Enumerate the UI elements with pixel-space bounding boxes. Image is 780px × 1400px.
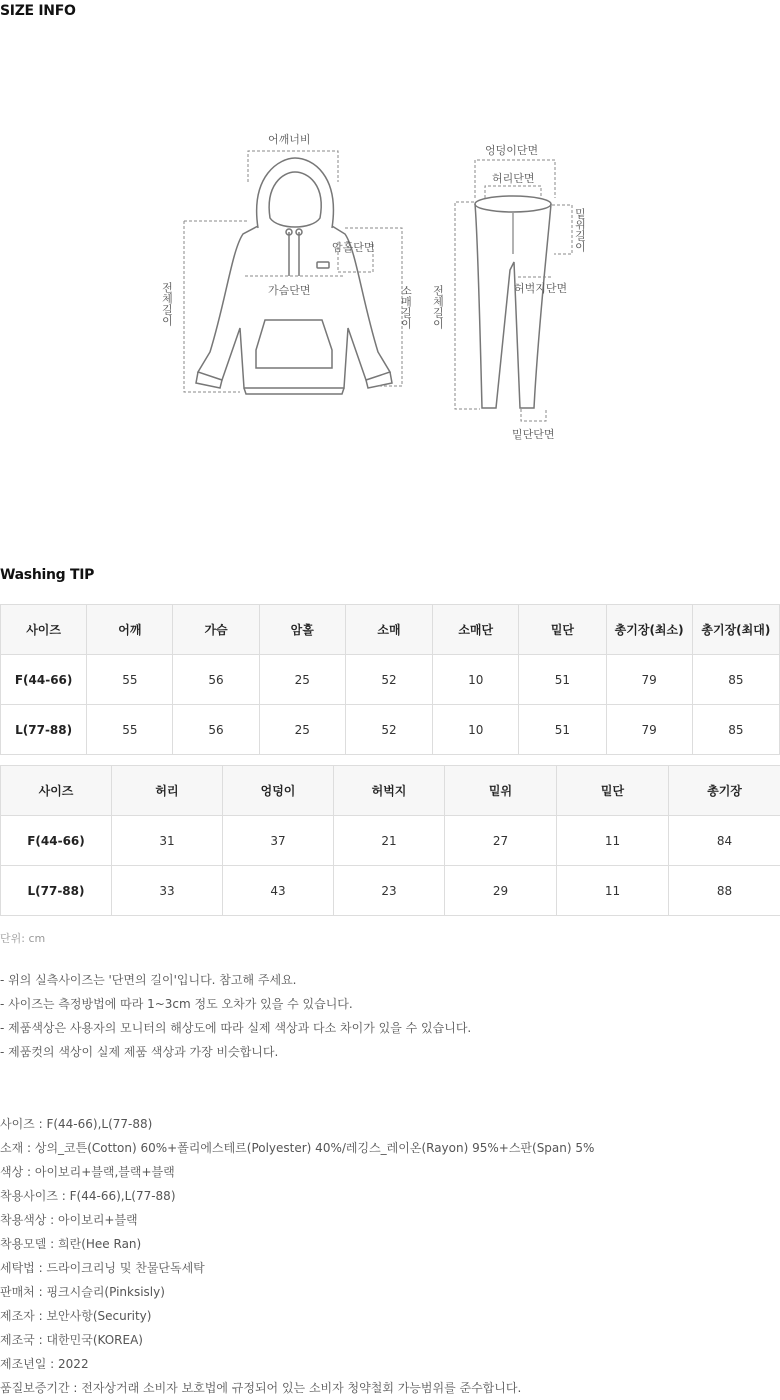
hoodie-measure-lines [184, 151, 402, 392]
table-row [1, 866, 780, 916]
label-top-chest: 가슴단면 [268, 284, 311, 297]
label-bottom-hem: 밑단단면 [512, 428, 555, 441]
table-cell: 25 [259, 705, 345, 755]
header-cell: 사이즈 [1, 766, 112, 816]
table-cell: 10 [433, 655, 519, 705]
table-cell: 55 [87, 655, 173, 705]
info-worn-color: 착용색상 : 아이보리+블랙 [0, 1213, 138, 1227]
label-top-armhole: 암홀단면 [332, 241, 375, 254]
header-cell: 어깨 [87, 605, 173, 655]
header-cell: 허벅지 [334, 766, 445, 816]
table-cell: 85 [692, 705, 779, 755]
table-cell: 79 [606, 655, 692, 705]
info-year: 제조년일 : 2022 [0, 1357, 89, 1371]
notes-list [0, 968, 471, 1064]
table-header-row [1, 766, 780, 816]
info-model: 착용모델 : 희란(Hee Ran) [0, 1237, 142, 1251]
table-row [1, 655, 780, 705]
bottom-size-table [0, 765, 780, 916]
note-line: - 위의 실측사이즈는 '단면의 길이'입니다. 참고해 주세요. [0, 973, 297, 987]
info-warranty: 품질보증기간 : 전자상거래 소비자 보호법에 규정되어 있는 소비자 청약철회 가능범위를 준수합니다. [0, 1381, 522, 1395]
header-cell: 소매단 [433, 605, 519, 655]
label-bottom-rise: 밑위길이 [573, 208, 587, 252]
table-cell: 56 [173, 655, 259, 705]
unit-note: 단위: cm [0, 932, 46, 945]
header-cell: 총기장(최소) [606, 605, 692, 655]
table-cell: 25 [259, 655, 345, 705]
table-header-row [1, 605, 780, 655]
header-cell: 암홀 [259, 605, 345, 655]
hoodie-illustration [196, 158, 392, 394]
info-material: 소재 : 상의_코튼(Cotton) 60%+폴리에스테르(Polyester) 40%/레깅스_레이온(Rayon) 95%+스판(Span) 5% [0, 1141, 595, 1155]
header-cell: 밑위 [445, 766, 557, 816]
table-cell: 29 [445, 866, 557, 916]
table-cell: 23 [334, 866, 445, 916]
info-manufacturer: 제조자 : 보안사항(Security) [0, 1309, 152, 1323]
table-row [1, 705, 780, 755]
table-cell: 31 [112, 816, 223, 866]
table-cell: 52 [345, 655, 432, 705]
size-diagram [0, 120, 780, 460]
table-cell: 55 [87, 705, 173, 755]
header-cell: 밑단 [557, 766, 669, 816]
table-cell: 37 [223, 816, 334, 866]
table-cell: 43 [223, 866, 334, 916]
header-cell: 사이즈 [1, 605, 87, 655]
row-size-cell: F(44-66) [1, 816, 112, 866]
header-cell: 가슴 [173, 605, 259, 655]
header-cell: 엉덩이 [223, 766, 334, 816]
washing-tip-title: Washing TIP [0, 567, 95, 583]
table-cell: 27 [445, 816, 557, 866]
table-cell: 85 [692, 655, 779, 705]
table-cell: 56 [173, 705, 259, 755]
table-cell: 21 [334, 816, 445, 866]
row-size-cell: L(77-88) [1, 705, 87, 755]
table-cell: 11 [557, 866, 669, 916]
header-cell: 소매 [345, 605, 432, 655]
note-line: - 사이즈는 측정방법에 따라 1~3cm 정도 오차가 있을 수 있습니다. [0, 997, 353, 1011]
label-bottom-total-length: 전체길이 [431, 285, 445, 329]
header-cell: 총기장(최대) [692, 605, 779, 655]
label-top-sleeve: 소매길이 [399, 285, 413, 329]
table-cell: 11 [557, 816, 669, 866]
leggings-illustration [475, 196, 551, 408]
table-cell: 84 [669, 816, 780, 866]
label-top-shoulder: 어깨너비 [268, 133, 311, 146]
info-washing: 세탁법 : 드라이크리닝 및 찬물단독세탁 [0, 1261, 205, 1275]
label-bottom-thigh: 허벅지단면 [514, 282, 568, 295]
table-cell: 52 [345, 705, 432, 755]
table-cell: 51 [519, 655, 606, 705]
top-size-table [0, 604, 780, 755]
info-country: 제조국 : 대한민국(KOREA) [0, 1333, 143, 1347]
table-cell: 10 [433, 705, 519, 755]
table-cell: 88 [669, 866, 780, 916]
info-worn-size: 착용사이즈 : F(44-66),L(77-88) [0, 1189, 176, 1203]
label-bottom-waist: 허리단면 [492, 172, 535, 185]
header-cell: 총기장 [669, 766, 780, 816]
table-cell: 33 [112, 866, 223, 916]
row-size-cell: L(77-88) [1, 866, 112, 916]
info-size: 사이즈 : F(44-66),L(77-88) [0, 1117, 153, 1131]
info-color: 색상 : 아이보리+블랙,블랙+블랙 [0, 1165, 175, 1179]
size-info-title: SIZE INFO [0, 3, 76, 19]
table-row [1, 816, 780, 866]
info-seller: 판매처 : 핑크시슬리(Pinksisly) [0, 1285, 165, 1299]
note-line: - 제품색상은 사용자의 모니터의 해상도에 따라 실제 색상과 다소 차이가 있을 수 있습니다. [0, 1021, 472, 1035]
header-cell: 허리 [112, 766, 223, 816]
label-top-total-length: 전체길이 [160, 282, 174, 326]
note-line: - 제품컷의 색상이 실제 제품 색상과 가장 비슷합니다. [0, 1045, 279, 1059]
table-cell: 51 [519, 705, 606, 755]
table-cell: 79 [606, 705, 692, 755]
label-bottom-hip: 엉덩이단면 [485, 144, 539, 157]
header-cell: 밑단 [519, 605, 606, 655]
product-info-list [0, 1112, 594, 1400]
row-size-cell: F(44-66) [1, 655, 87, 705]
